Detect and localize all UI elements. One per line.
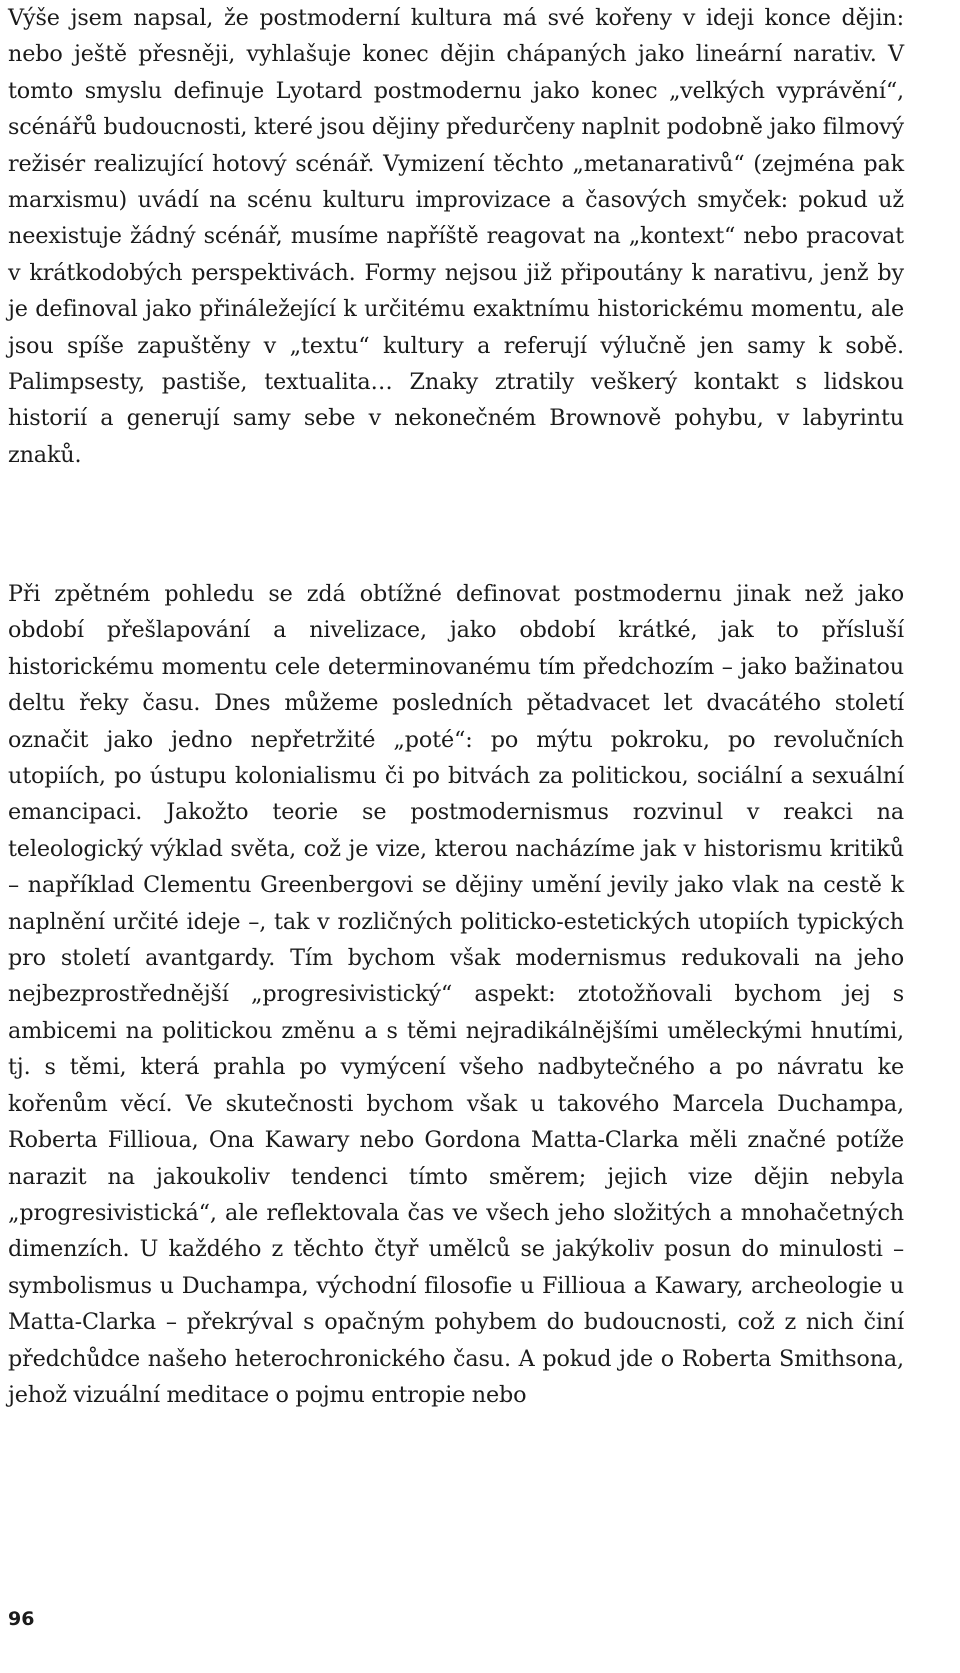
paragraph-1: Výše jsem napsal, že postmoderní kultura má své kořeny v ideji konce dějin: nebo ještě přesněji, vyhlašuje konec dějin chápaných jako lineární narativ. V tomto smyslu definuje Lyotard postmodernu jako konec „velkých vyprávění“, scénářů budoucnosti, které jsou dějiny předurčeny naplnit podobně jako filmový režisér realizující hotový scénář. Vymizení těchto „metanarativů“ (zejména pak marxismu) uvádí na scénu kulturu improvizace a časových smyček: pokud už neexistuje žádný scénář, musíme napříště reagovat na „kontext“ nebo pracovat v krátkodobých perspektivách. Formy nejsou již připoutány k narativu, jenž by je definoval jako přináležející k určitému exaktnímu historickému momentu, ale jsou spíše zapuštěny v „textu“ kultury a referují výlučně jen samy k sobě. Palimpsesty, pastiše, textualita… Znaky ztratily veškerý kontakt s lidskou historií a generují samy sebe v nekonečném Brownově pohybu, v labyrintu znaků. bbox=[8, 5, 904, 468]
page-number: 96 bbox=[8, 1608, 35, 1630]
paragraph-2: Při zpětném pohledu se zdá obtížné definovat postmodernu jinak než jako období přešlapování a nivelizace, jako období krátké, jak to přísluší historickému momentu cele determinovanému tím předchozím – jako bažinatou deltu řeky času. Dnes můžeme posledních pětadvacet let dvacátého století označit jako jedno nepřetržité „poté“: po mýtu pokroku, po revolučních utopiích, po ústupu kolonialismu či po bitvách za politickou, sociální a sexuální emancipaci. Jakožto teorie se postmodernismus rozvinul v reakci na teleologický výklad světa, což je vize, kterou nacházíme jak v historismu kritiků – například Clementu Greenbergovi se dějiny umění jevily jako vlak na cestě k naplnění určité ideje –, tak v rozličných politicko-estetických utopiích typických pro století avantgardy. Tím bychom však modernismus redukovali na jeho nejbezprostřednější „progresivistický“ aspekt: ztotožňovali bychom jej s ambicemi na politickou změnu a s těmi nejradikálnějšími uměleckými hnutími, tj. s těmi, která prahla po vymýcení všeho nadbytečného a po návratu ke kořenům věcí. Ve skutečnosti bychom však u takového Marcela Duchampa, Roberta Fillioua, Ona Kawary nebo Gordona Matta-Clarka měli značné potíže narazit na jakoukoliv tendenci tímto směrem; jejich vize dějin nebyla „progresivistická“, ale reflektovala čas ve všech jeho složitých a mnohačetných dimenzích. U každého z těchto čtyř umělců se jakýkoliv posun do minulosti – symbolismus u Duchampa, východní filosofie u Fillioua a Kawary, archeologie u Matta-Clarka – překrýval s opačným pohybem do budoucnosti, což z nich činí předchůdce našeho heterochronického času. A pokud jde o Roberta Smithsona, jehož vizuální meditace o pojmu entropie nebo bbox=[8, 581, 904, 1408]
